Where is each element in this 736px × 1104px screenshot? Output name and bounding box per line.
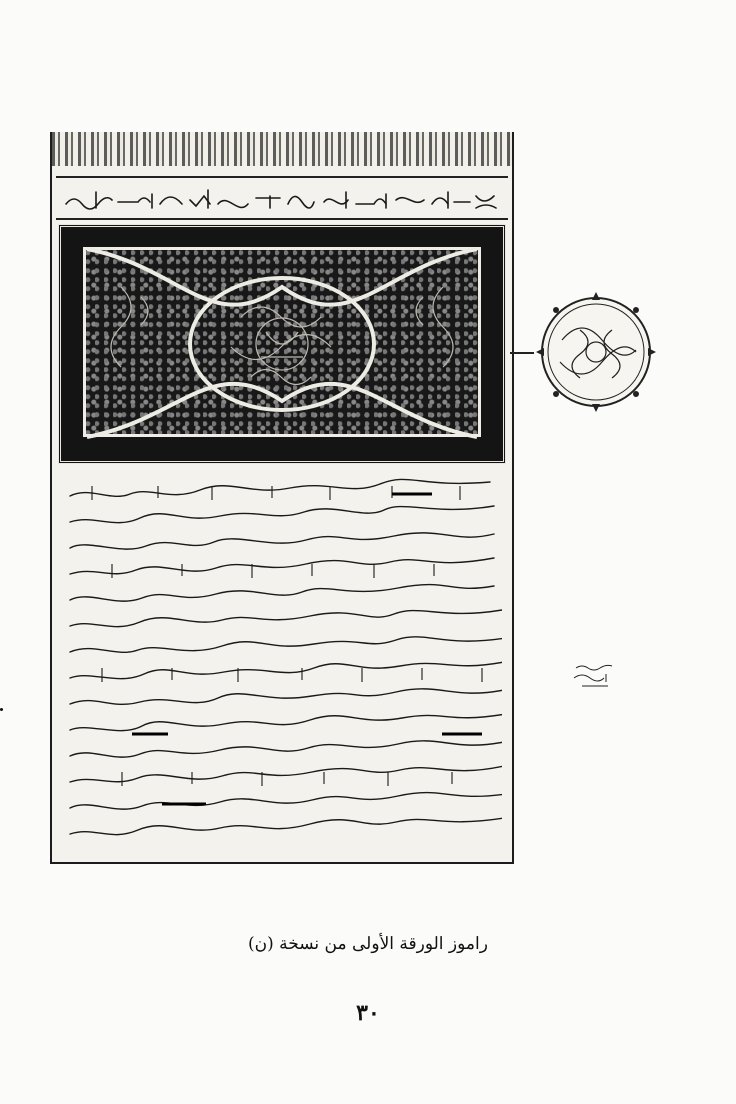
basmala-line — [56, 176, 508, 220]
manuscript-text-lines — [62, 478, 502, 848]
figure-caption: راموز الورقة الأولى من نسخة (ن) — [248, 934, 488, 954]
marginal-annotation — [572, 662, 618, 690]
manuscript-facsimile — [50, 132, 514, 864]
worn-top-edge — [52, 132, 512, 166]
decorative-medallion — [532, 290, 664, 412]
medallion-connector — [510, 352, 534, 354]
page-number: ٣٠ — [356, 1000, 380, 1026]
margin-dot — [0, 708, 3, 711]
illuminated-headpiece — [58, 224, 506, 464]
